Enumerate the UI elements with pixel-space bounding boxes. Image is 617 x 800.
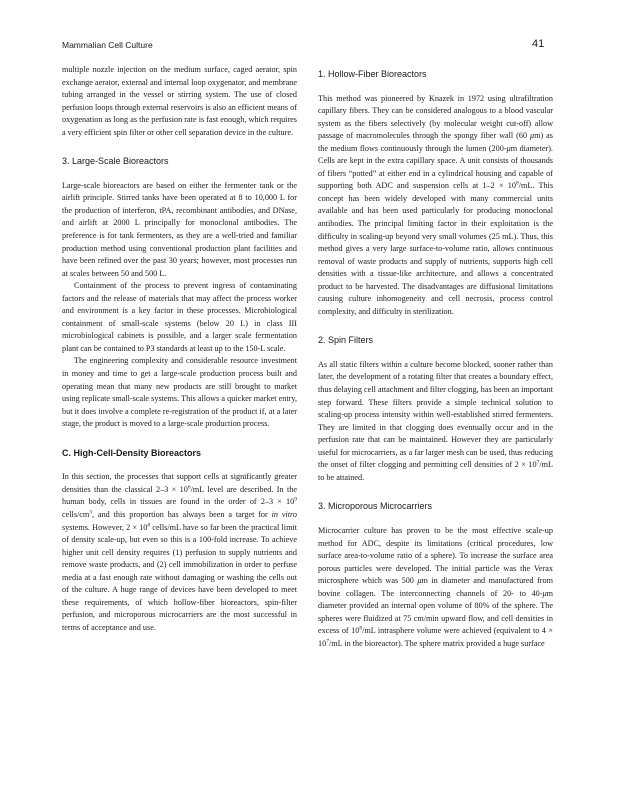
section-heading-hollow-fiber: 1. Hollow-Fiber Bioreactors bbox=[318, 69, 427, 79]
large-scale-paragraph-2: Containment of the process to prevent ingress of contaminating factors and the release of materials that may affect the process worker and environment is a key factor in these processes. Microbiological containment of small-scale systems (below 20 L) in class III microbiological cabinets is possible, and a larger scale fermentation plant can be contained to P3 standards at least up to the 150-L scale. bbox=[62, 281, 297, 353]
section-heading-large-scale: 3. Large-Scale Bioreactors bbox=[62, 156, 169, 167]
large-scale-paragraph-3: The engineering complexity and considerable resource investment in money and time to get a large-scale production process built and operating mean that many new products are still brought to market using replicate small-scale systems. This allows a quicker market entry, but it does involve a complete re-registration of the product if, at a later stage, the product is moved to a large-scale production process. bbox=[62, 356, 297, 429]
right-column bbox=[318, 68, 553, 650]
large-scale-paragraph-1: Large-scale bioreactors are based on either the fermenter tank or the airlift principle. Stirred tanks have been operated at 8 to 10,000 L for the production of interferon, tPA, recombinant antibodies, and DNase, and airlift at 2000 L principally for monoclonal antibodies. The preference is for tank fermenters, as they are a well-tried and familiar production method using conventional production plant facilities and have been refined over the past 30 years; however, most processes run at scales between 50 and 500 L. bbox=[62, 180, 297, 278]
microcarriers-paragraph: Microcarrier culture has proven to be the most effective scale-up method for ADC, despite its limitations (critical procedures, low surface area-to-volume ratio of a sphere). To increase the surface area porous particles were developed. The initial particle was the Verax microsphere which was 500 μm in diameter and manufactured from bovine collagen. The interconnecting channels of 20- to 40-μm diameter provided an internal open volume of 80% of the sphere. The spheres were fluidized at 75 cm/min upward flow, and cell densities in excess of $10^8/mL$ intrasphere volume were achieved (equivalent to $4 \times 10^7/mL$ in the bioreactor). The sphere matrix provided a huge surface bbox=[318, 525, 553, 648]
hollow-fiber-paragraph: This method was pioneered by Knazek in 1972 using ultrafiltration capillary fibers. They can be considered analogous to a blood vascular system as the fibers selectively (by molecular weight cut-off) allow passage of macromolecules through the spongy fiber wall (60 μm) as the medium flows continuously through the lumen (200-μm diameter). Cells are kept in the extra capillary space. A unit consists of thousands of fibers “potted” at either end in a cylindrical housing and capable of supporting both ADC and suspension cells at $1-2 \times 10^8/mL$. This concept has been widely developed with many commercial units available and has been used particularly for producing monoclonal antibodies. The principal limiting factor in their exploitation is the difficulty in scaling-up beyond very small volumes (25 mL). Thus, this method gives a very large surface-to-volume ratio, allows continuous removal of waste products and supply of nutrients, supports high cell densities with a tissue-like architecture, and allows a concentrated product to be harvested. The disadvantages are diffusional limitations causing culture inhomogeneity and cell necrosis, process control complexity, and difficulty in sterilization. bbox=[318, 93, 553, 316]
running-title: Mammalian Cell Culture bbox=[62, 40, 153, 50]
left-column bbox=[62, 64, 297, 634]
intro-paragraph: multiple nozzle injection on the medium surface, caged aerator, spin exchange aerator, external and internal loop oxygenator, and membrane tubing arranged in the vessel or stirring system. The use of closed perfusion loops through external reservoirs is also an efficient means of oxygenation as long as the perfusion rate is fast enough, which requires a very efficient spin filter or other cell separation device in the culture. bbox=[62, 65, 297, 137]
high-cell-density-paragraph: In this section, the processes that support cells at significantly greater densities than the classical $2-3 \times 10^6/mL$ level are described. In the human body, cells in tissues are found in the order of $2-3 \times 10^9$ cells/$cm^3$, and this proportion has always been a target for in vitro systems. However, $2 \times 10^8$ cells/mL have so far been the practical limit of density scale-up, but even so this is a 100-fold increase. To achieve higher unit cell density requires (1) perfusion to supply nutrients and remove waste products, and (2) cell immobilization in order to perfuse media at a fast enough rate without damaging or washing the cells out of the culture. A huge range of devices have been developed to meet these requirements, of which hollow-fiber bioreactors, spin-filter perfusion, and microporous microcarriers are the most successful in terms of acceptance and use. bbox=[62, 472, 297, 632]
section-heading-high-cell-density: C. High-Cell-Density Bioreactors bbox=[62, 447, 202, 458]
spin-filters-paragraph: As all static filters within a culture become blocked, sooner rather than later, the development of a rotating filter that creates a boundary effect, thus delaying cell attachment and filter clogging, has been an important step forward. These filters provide a simple technical solution to scaling-up process intensity within well-established stirred fermenters. They are limited in that clogging does eventually occur and in the perfusion rate that can be maintained. However they are particularly useful for microcarriers, as a far larger mesh can be used, thus reducing the onset of filter clogging and permitting cell densities of $2 \times 10^7/mL$ to be attained. bbox=[318, 359, 553, 482]
section-heading-microcarriers: 3. Microporous Microcarriers bbox=[318, 501, 433, 512]
section-heading-spin-filters: 2. Spin Filters bbox=[318, 335, 374, 346]
page-number: 41 bbox=[532, 38, 545, 50]
